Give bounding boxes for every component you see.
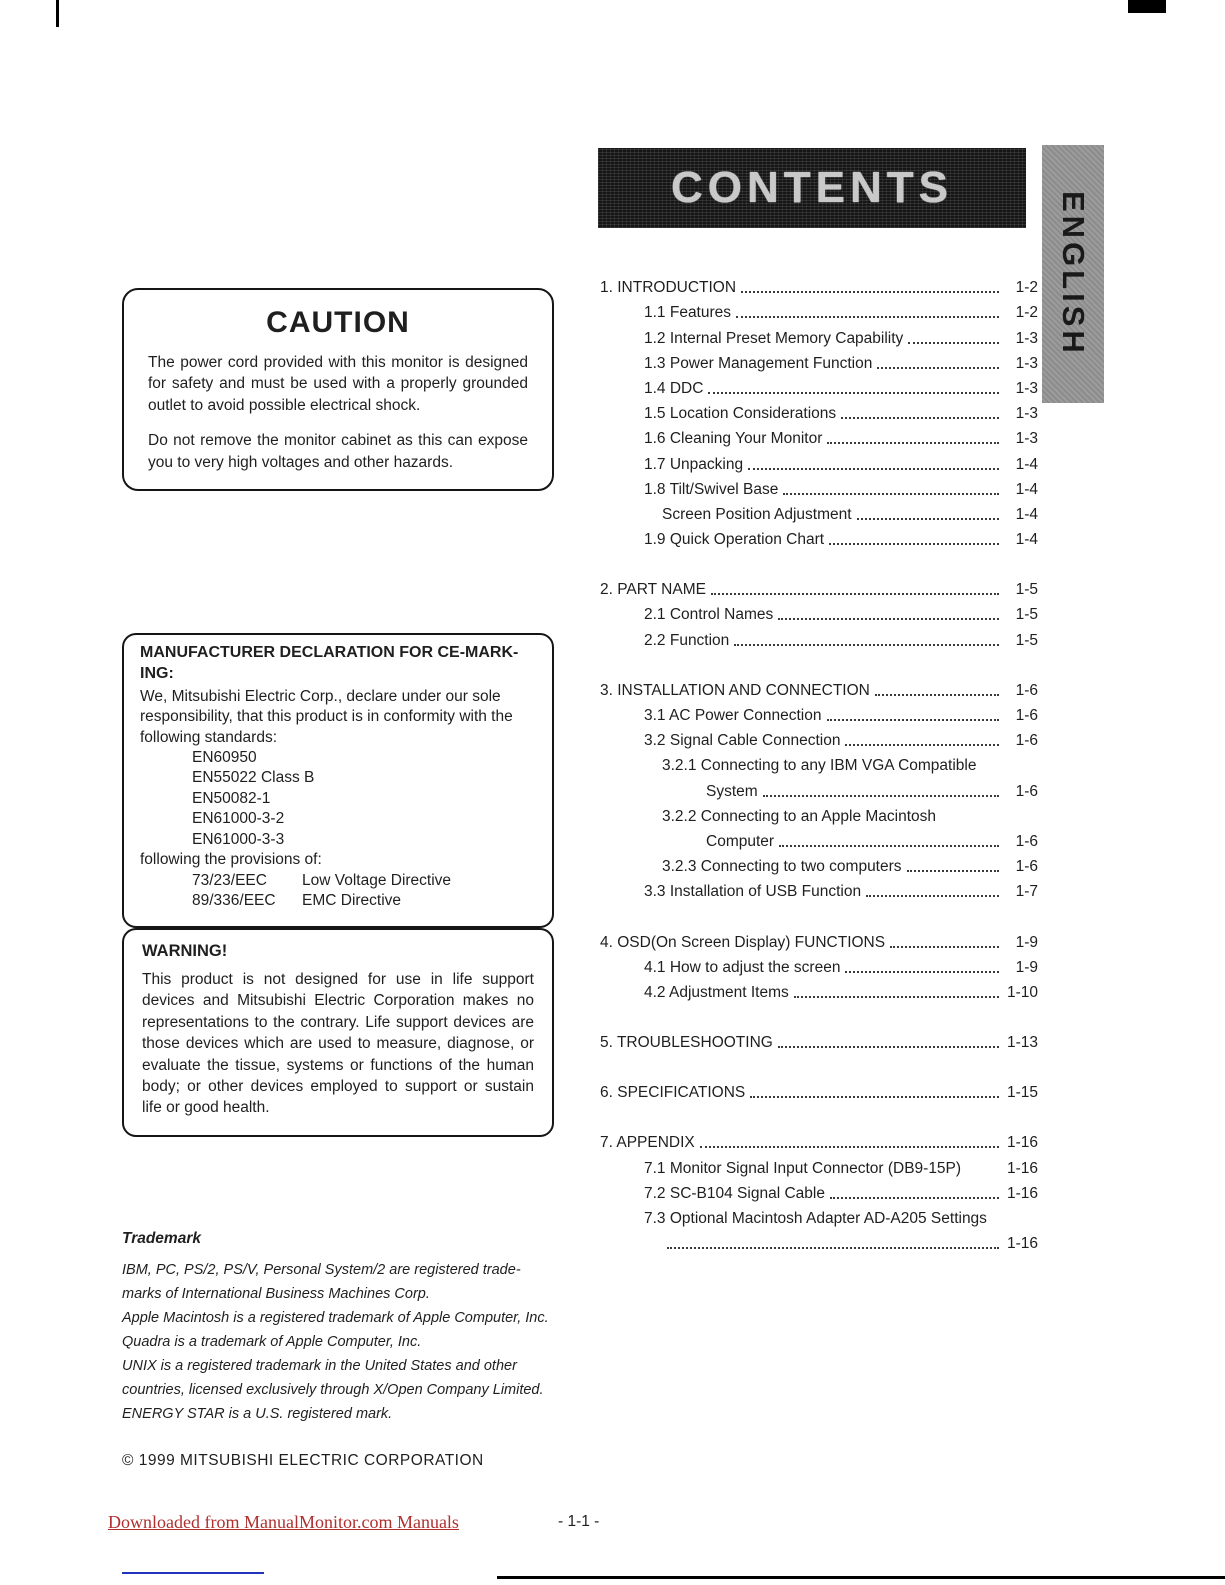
toc-entry (600, 1027, 1038, 1052)
toc-entry (600, 297, 1038, 322)
toc-entry (600, 373, 1038, 398)
toc-dot-leader (741, 291, 999, 293)
toc-entry-page: 1-7 (1015, 883, 1038, 901)
warning-title: WARNING! (142, 942, 228, 960)
provisions-list (140, 871, 536, 912)
toc-entry-page: 1-2 (1015, 304, 1038, 322)
standards-list (140, 748, 536, 850)
toc-entry (600, 423, 1038, 448)
toc-dot-leader (748, 468, 999, 470)
provisions-label: following the provisions of: (140, 851, 322, 869)
toc-entry-page: 1-6 (1015, 858, 1038, 876)
toc-entry (600, 901, 1038, 926)
toc-dot-leader (778, 618, 999, 620)
toc-entry-label: 6. SPECIFICATIONS (600, 1084, 746, 1102)
toc-entry-page: 1-6 (1015, 707, 1038, 724)
caution-box (122, 288, 554, 491)
toc-entry-label: 1.2 Internal Preset Memory Capability (644, 329, 904, 347)
toc-dot-leader (875, 694, 999, 696)
toc-dot-leader (866, 895, 999, 897)
provision-item (140, 871, 536, 891)
toc-entry-page: 1-9 (1015, 958, 1038, 976)
toc-dot-leader (827, 719, 1000, 721)
toc-entry-label: 1.5 Location Considerations (644, 405, 837, 423)
toc-entry-label: 2.1 Control Names (644, 606, 774, 624)
toc-entry-label: 3.2.3 Connecting to two computers (662, 858, 902, 876)
toc-dot-leader (845, 971, 999, 973)
toc-entry-label: 7.3 Optional Macintosh Adapter AD-A205 Settings (644, 1210, 987, 1227)
toc-dot-leader (829, 543, 999, 545)
toc-entry-page: 1-3 (1015, 405, 1038, 423)
toc-entry-label: 3.2.1 Connecting to any IBM VGA Compatible (662, 757, 977, 775)
toc-entry (600, 348, 1038, 373)
toc-entry (600, 826, 1038, 851)
toc-entry-label: 1.4 DDC (644, 379, 704, 397)
toc-entry (600, 926, 1038, 951)
toc-entry-label: 2.2 Function (644, 631, 730, 649)
toc-entry (600, 876, 1038, 901)
toc-entry (600, 1228, 1038, 1253)
toc-dot-leader (734, 644, 999, 646)
toc-entry (600, 322, 1038, 347)
toc-dot-leader (857, 518, 999, 520)
provision-name: Low Voltage Directive (302, 871, 452, 889)
toc-entry-label: 4.2 Adjustment Items (644, 983, 789, 1001)
toc-entry-page: 1-6 (1015, 832, 1038, 850)
toc-entry (600, 952, 1038, 977)
provision-code: 89/336/EEC (192, 892, 276, 910)
trademark-lines (122, 1258, 574, 1426)
contents-banner (598, 148, 1026, 228)
toc-entry (600, 700, 1038, 725)
trademark-title: Trademark (122, 1230, 201, 1247)
toc-dot-leader (708, 392, 999, 394)
toc-entry-label: 7. APPENDIX (600, 1134, 695, 1152)
provision-name: EMC Directive (302, 892, 402, 910)
scan-bottom-blue-line (122, 1572, 264, 1574)
toc-entry-label: 1.9 Quick Operation Chart (644, 531, 825, 549)
toc-entry-page: 1-16 (1006, 1159, 1038, 1177)
trademark-line: marks of International Business Machines Corp. (122, 1286, 430, 1302)
toc-dot-leader (750, 1096, 999, 1098)
toc-entry-page: 1-3 (1015, 430, 1038, 448)
contents-banner-text: CONTENTS (671, 163, 953, 212)
toc-dot-leader (667, 1247, 999, 1249)
toc-entry-label: 3.2.2 Connecting to an Apple Macintosh (662, 807, 937, 825)
toc-entry (600, 549, 1038, 574)
toc-entry-page: 1-4 (1015, 480, 1038, 498)
page-number: - 1-1 - (558, 1513, 600, 1530)
toc-entry-label: Screen Position Adjustment (662, 505, 852, 523)
toc-entry (600, 499, 1038, 524)
trademark-line: UNIX is a registered trademark in the United States and other (122, 1358, 517, 1374)
ce-declaration-intro: We, Mitsubishi Electric Corp., declare under our sole responsibility, that this product is in conformity with the following standards: (140, 687, 513, 746)
toc-dot-leader (783, 493, 999, 495)
toc-entry-page: 1-3 (1015, 379, 1038, 397)
toc-entry-page: 1-4 (1015, 505, 1038, 523)
toc-entry (600, 750, 1038, 775)
toc-entry (600, 574, 1038, 599)
toc-dot-leader (845, 744, 999, 746)
scan-corner-mark (1128, 0, 1166, 13)
toc-entry-page: 1-5 (1015, 631, 1038, 649)
toc-entry (600, 272, 1038, 297)
provision-code: 73/23/EEC (192, 871, 267, 889)
toc-entry-page: 1-3 (1015, 329, 1038, 347)
toc-entry-label: 4.1 How to adjust the screen (644, 958, 841, 976)
table-of-contents (600, 272, 1038, 1253)
toc-entry (600, 624, 1038, 649)
toc-dot-leader (841, 417, 999, 419)
toc-entry-label: 1.8 Tilt/Swivel Base (644, 480, 779, 498)
toc-entry-page: 1-13 (1006, 1034, 1038, 1052)
trademark-line: countries, licensed exclusively through X/Open Company Limited. (122, 1382, 544, 1398)
toc-entry (600, 977, 1038, 1002)
toc-entry-label: 3.2 Signal Cable Connection (644, 732, 841, 750)
toc-entry (600, 650, 1038, 675)
toc-entry-page: 1-16 (1006, 1235, 1038, 1253)
standard-item: EN55022 Class B (192, 769, 315, 787)
toc-dot-leader (794, 996, 999, 998)
toc-entry-label: 1. INTRODUCTION (600, 279, 737, 297)
toc-entry-label: 1.1 Features (644, 304, 732, 322)
toc-entry (600, 398, 1038, 423)
toc-entry-label: 3.3 Installation of USB Function (644, 883, 862, 901)
trademark-line: ENERGY STAR is a U.S. registered mark. (122, 1406, 393, 1422)
toc-entry-label: 1.3 Power Management Function (644, 354, 873, 372)
trademark-line: IBM, PC, PS/2, PS/V, Personal System/2 are registered trade- (122, 1262, 521, 1278)
toc-entry (600, 1102, 1038, 1127)
toc-entry (600, 725, 1038, 750)
toc-entry-page: 1-10 (1006, 983, 1038, 1001)
toc-entry (600, 599, 1038, 624)
caution-paragraph-1: The power cord provided with this monitor is designed for safety and must be used with a properly grounded outlet to avoid possible electrical shock. (148, 354, 528, 414)
toc-dot-leader (779, 845, 999, 847)
copyright-line: © 1999 MITSUBISHI ELECTRIC CORPORATION (122, 1452, 484, 1469)
toc-entry-label: 3. INSTALLATION AND CONNECTION (600, 681, 870, 699)
toc-entry-label: 1.6 Cleaning Your Monitor (644, 430, 823, 448)
warning-box (122, 928, 554, 1137)
toc-entry-page: 1-3 (1015, 354, 1038, 372)
trademark-line: Quadra is a trademark of Apple Computer, Inc. (122, 1334, 422, 1350)
toc-dot-leader (736, 316, 999, 318)
toc-entry (600, 1077, 1038, 1102)
toc-dot-leader (830, 1197, 999, 1199)
standard-item: EN50082-1 (192, 789, 271, 807)
toc-entry (600, 474, 1038, 499)
toc-dot-leader (700, 1146, 999, 1148)
toc-entry-label: 3.1 AC Power Connection (644, 707, 822, 724)
standard-item: EN61000-3-3 (192, 830, 285, 848)
toc-entry-label: System (706, 782, 758, 800)
standard-item: EN60950 (192, 748, 257, 766)
toc-dot-leader (908, 342, 999, 344)
ce-declaration-title (140, 643, 536, 685)
manualmonitor-link[interactable]: Downloaded from ManualMonitor.com Manuals (108, 1512, 459, 1532)
trademark-section (122, 1230, 574, 1426)
standard-item: EN61000-3-2 (192, 810, 285, 828)
toc-entry (600, 1052, 1038, 1077)
toc-entry-page: 1-2 (1015, 279, 1038, 297)
toc-dot-leader (890, 946, 999, 948)
toc-entry-label: 7.2 SC-B104 Signal Cable (644, 1184, 825, 1202)
toc-entry (600, 1127, 1038, 1152)
ce-declaration-title-line1: MANUFACTURER DECLARATION FOR CE-MARK- (140, 644, 519, 661)
toc-entry (600, 675, 1038, 700)
toc-entry-page: 1-15 (1006, 1084, 1038, 1102)
toc-entry-page: 1-16 (1006, 1134, 1038, 1152)
language-tab-text: ENGLISH (1056, 191, 1091, 357)
toc-entry-label: 4. OSD(On Screen Display) FUNCTIONS (600, 933, 886, 951)
toc-dot-leader (827, 442, 999, 444)
ce-declaration-title-line2: ING: (140, 664, 174, 682)
toc-dot-leader (763, 795, 999, 797)
caution-title: CAUTION (266, 306, 410, 339)
toc-entry-label: Computer (706, 832, 775, 850)
toc-dot-leader (778, 1046, 999, 1048)
toc-dot-leader (877, 367, 999, 369)
toc-dot-leader (907, 870, 999, 872)
provision-item (140, 891, 536, 911)
language-tab (1042, 145, 1104, 403)
toc-entry-page: 1-16 (1006, 1184, 1038, 1202)
toc-entry (600, 851, 1038, 876)
toc-entry-page: 1-5 (1015, 606, 1038, 624)
scan-tick-mark (56, 0, 59, 27)
toc-entry (600, 1203, 1038, 1228)
toc-entry-label: 2. PART NAME (600, 581, 706, 599)
toc-entry (600, 775, 1038, 800)
toc-entry (600, 524, 1038, 549)
scan-bottom-black-line (497, 1576, 1225, 1579)
trademark-line: Apple Macintosh is a registered trademark of Apple Computer, Inc. (122, 1310, 549, 1326)
toc-entry-page: 1-6 (1015, 732, 1038, 750)
toc-entry-page: 1-4 (1015, 455, 1038, 473)
ce-declaration-box (122, 633, 554, 928)
toc-entry-page: 1-9 (1015, 933, 1038, 951)
warning-body: This product is not designed for use in life support devices and Mitsubishi Electric Corporation makes no representations to the contrary. Life support devices are those devices which are used to measure, diagnose, or evaluate the tissue, systems or functions of the human body; or other devices employed to support or sustain life or good health. (142, 971, 534, 1117)
toc-entry-page: 1-6 (1015, 681, 1038, 699)
caution-paragraph-2: Do not remove the monitor cabinet as this can expose you to very high voltages and other hazards. (148, 432, 528, 471)
toc-dot-leader (711, 593, 999, 595)
toc-entry (600, 801, 1038, 826)
toc-entry-label: 7.1 Monitor Signal Input Connector (DB9-15P) (644, 1159, 962, 1177)
toc-entry-page: 1-4 (1015, 531, 1038, 549)
toc-entry-label: 5. TROUBLESHOOTING (600, 1034, 773, 1052)
toc-entry (600, 1178, 1038, 1203)
toc-entry-page: 1-6 (1015, 782, 1038, 800)
toc-entry (600, 1152, 1038, 1177)
toc-entry (600, 1002, 1038, 1027)
toc-entry (600, 448, 1038, 473)
toc-entry-label: 1.7 Unpacking (644, 455, 744, 473)
toc-entry-page: 1-5 (1015, 581, 1038, 599)
